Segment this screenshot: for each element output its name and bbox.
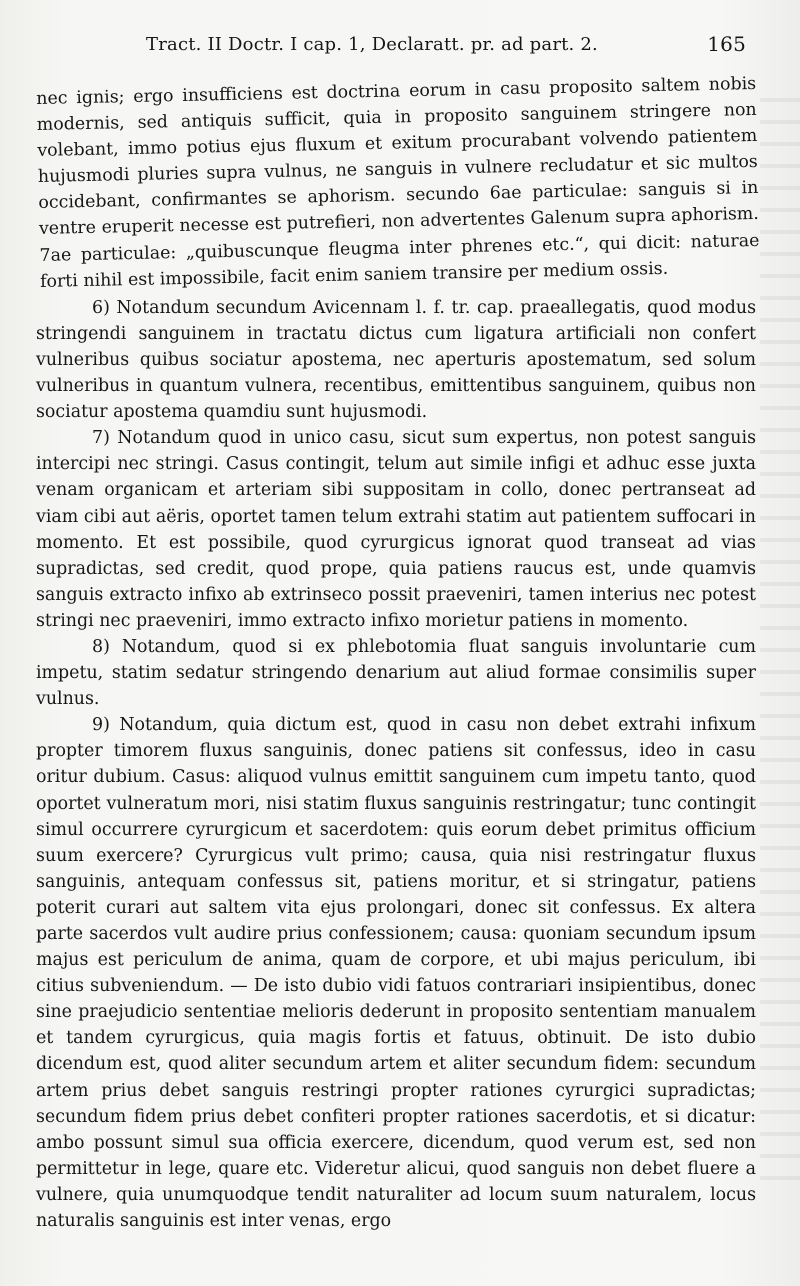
page-header xyxy=(146,34,746,62)
paragraph-note-9: 9) Notandum, quia dictum est, quod in casu non debet extrahi infixum propter timorem fluxus sanguinis, donec patiens sit confessus, ideo in casu oritur dubium. Casus: aliquod vulnus emittit sanguinem cum impetu tanto, quod oportet vulneratum mori, nisi statim fluxus sanguinis restringatur; tunc contingit simul occurrere cyrurgicum et sacerdotem: quis eorum debet primitus officium suum exercere? Cyrurgicus vult primo; causa, quia nisi restringatur fluxus sanguinis, antequam confessus sit, patiens moritur, et si stringatur, patiens poterit curari aut saltem vita ejus prolongari, donec sit confessus. Ex altera parte sacerdos vult audire prius confessionem; causa: quoniam secundum ipsum majus est periculum de anima, quam de corpore, et ubi majus periculum, ibi citius subveniendum. — De isto dubio vidi fatuos contrariari insipientibus, donec sine praejudicio sententiae melioris dederunt in proposito sententiam manualem et tandem cyrurgicus, quia magis fortis et fatuus, obtinuit. De isto dubio dicendum est, quod aliter secundum artem et aliter secundum fidem: secundum artem prius debet sanguis restringi propter rationes cyrurgici supradictas; secundum fidem prius debet confiteri propter rationes sacerdotis, et si dicatur: ambo possunt simul sua officia exercere, dicendum, quod verum est, sed non permittetur in lege, quare etc. Videretur alicui, quod sanguis non debet fluere a vulnere, quia unumquodque tendit naturaliter ad locum suum naturalem, locus naturalis sanguinis est inter venas, ergo xyxy=(36,715,756,1232)
paragraph-continuation: nec ignis; ergo insufficiens est doctrina eorum in casu proposito saltem nobis modernis, sed antiquis sufficit, quia in proposito sanguinem stringere non volebant, immo potius ejus fluxum et exitum procurabant volvendo patientem hujusmodi pluries supra vulnus, ne sanguis in vulnere recludatur et sic multos occidebant, confirmantes se aphorism. secundo 6ae particulae: sanguis si in ventre eruperit necesse est putrefieri, non advertentes Galenum supra aphorism. 7ae particulae: „quibuscunque fleugma inter phrenes etc.“, qui dicit: naturae forti nihil est impossibile, facit enim saniem transire per medium ossis. xyxy=(36,73,760,292)
page-number: 165 xyxy=(707,32,746,56)
paragraph-note-6: 6) Notandum secundum Avicennam l. f. tr. cap. praeallegatis, quod modus stringendi sanguinem in tractatu dictus cum ligatura artificiali non confert vulneribus quibus sociatur apostema, nec aperturis apostematum, sed solum vulneribus in quantum vulnera, recentibus, emittentibus sanguinem, quibus non sociatur apostema quamdiu sunt hujusmodi. xyxy=(36,297,756,423)
bleed-through-shadow xyxy=(760,80,800,1180)
paragraph-note-8: 8) Notandum, quod si ex phlebotomia fluat sanguis involuntarie cum impetu, statim sedatur stringendo denarium aut aliud formae consimilis super vulnus. xyxy=(36,636,756,710)
page-body xyxy=(36,73,760,1234)
running-title: Tract. II Doctr. I cap. 1, Declaratt. pr. ad part. 2. xyxy=(146,34,598,55)
paragraph-note-7: 7) Notandum quod in unico casu, sicut sum expertus, non potest sanguis intercipi nec stringi. Casus contingit, telum aut simile infigi et adhuc esse juxta venam organicam et arteriam sibi suppositam in collo, donec pertranseat ad viam cibi aut aëris, oportet tamen telum extrahi statim aut patientem suffocari in momento. Et est possibile, quod cyrurgicus ignorat quod transeat ad vias supradictas, sed credit, quod prope, quia patiens raucus est, unde quamvis sanguis extracto infixo ab extrinseco possit praeveniri, tamen interius nec potest stringi nec praeveniri, immo extracto infixo morietur patiens in momento. xyxy=(36,428,756,631)
